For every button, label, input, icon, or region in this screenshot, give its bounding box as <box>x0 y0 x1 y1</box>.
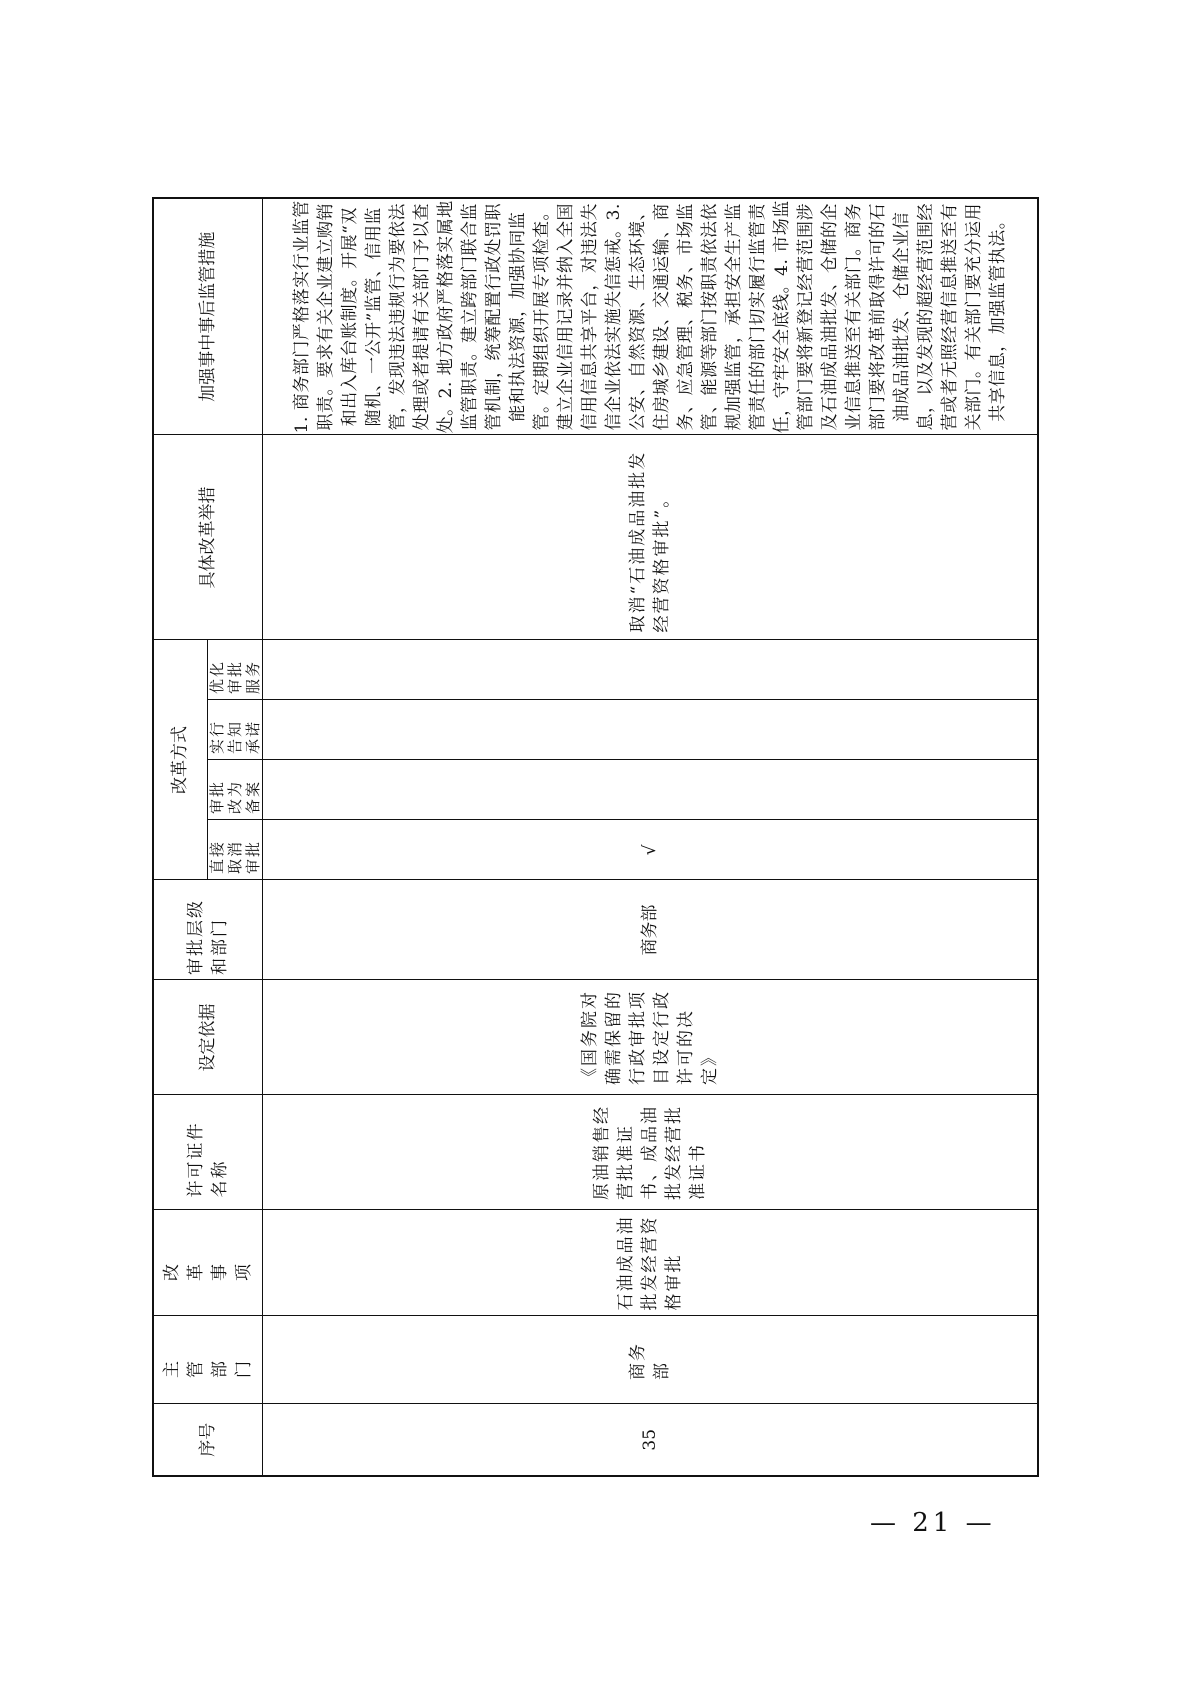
row-measures <box>262 435 1038 640</box>
header-level-text: 审批层级和部门 <box>185 899 230 975</box>
row-license <box>262 1095 1038 1210</box>
row-basis <box>262 980 1038 1095</box>
row-dept <box>262 1316 1038 1404</box>
rotated-table-container <box>152 199 1039 1477</box>
header-mode-record-text: 审批改为备案 <box>207 779 262 814</box>
row-license-text: 原油销售经营批准证书、成品油批发经营批准证书 <box>591 1105 708 1200</box>
header-dept <box>153 1316 262 1404</box>
row-mode-cancel-check: √ <box>262 820 1038 880</box>
page-number: — 21 — <box>870 1508 996 1538</box>
header-license <box>153 1095 262 1210</box>
row-dept-text: 商务部 <box>627 1342 672 1380</box>
header-basis: 设定依据 <box>153 980 262 1095</box>
header-mode-group: 改革方式 <box>153 640 207 880</box>
table-row <box>262 198 1038 1476</box>
row-seq: 35 <box>262 1404 1038 1476</box>
header-license-text: 许可证件名称 <box>185 1121 230 1198</box>
header-level <box>153 880 262 980</box>
header-mode-notify <box>207 700 262 760</box>
header-mode-record <box>207 760 262 820</box>
header-mode-cancel-text: 直接取消审批 <box>207 839 262 874</box>
row-supervision: 1. 商务部门严格落实行业监管职责。要求有关企业建立购销和出入库台账制度。开展“双随机、一公开”监管、信用监管，发现违法违规行为要依法处理或者提请有关部门予以查处。2. 地方政府严格落实属地监管职责。建立跨部门联合监管机制，统筹配置行政处罚职能和执法资源，加强协同监管。定期组织开展专项检查。建立企业信用记录并纳入全国信用信息共享平台，对违法失信企业依法实施失信惩戒。3. 公安、自然资源、生态环境、住房城乡建设、交通运输、商务、应急管理、税务、市场监管、能源等部门按职责依法依规加强监管，承担安全生产监管责任的部门切实履行监管责任，守牢安全底线。4. 市场监管部门要将新登记经营范围涉及石油成品油批发、仓储的企业信息推送至有关部门。商务部门要将改革前取得许可的石油成品油批发、仓储企业信息，以及发现的超经营范围经营或者无照经营信息推送至有关部门。有关部门要充分运用共享信息，加强监管执法。 <box>262 198 1038 435</box>
header-mode-optimize-text: 优化审批服务 <box>207 659 262 694</box>
header-mode-cancel <box>207 820 262 880</box>
header-item <box>153 1210 262 1316</box>
header-seq: 序号 <box>153 1404 262 1476</box>
row-mode-optimize <box>262 640 1038 700</box>
row-mode-record <box>262 760 1038 820</box>
reform-items-table <box>152 197 1039 1477</box>
row-mode-notify <box>262 700 1038 760</box>
header-dept-text: 主管部门 <box>161 1359 254 1378</box>
row-item <box>262 1210 1038 1316</box>
header-measures: 具体改革举措 <box>153 435 262 640</box>
header-supervision: 加强事中事后监管措施 <box>153 198 262 435</box>
row-basis-text: 《国务院对确需保留的行政审批项目设定行政许可的决定》 <box>579 990 720 1085</box>
header-mode-notify-text: 实行告知承诺 <box>207 719 262 754</box>
header-mode-optimize <box>207 640 262 700</box>
row-level: 商务部 <box>262 880 1038 980</box>
header-item-text: 改革事项 <box>161 1262 254 1281</box>
row-measures-text: 取消“石油成品油批发经营资格审批”。 <box>627 450 672 633</box>
row-item-text: 石油成品油批发经营资格审批 <box>615 1215 684 1311</box>
